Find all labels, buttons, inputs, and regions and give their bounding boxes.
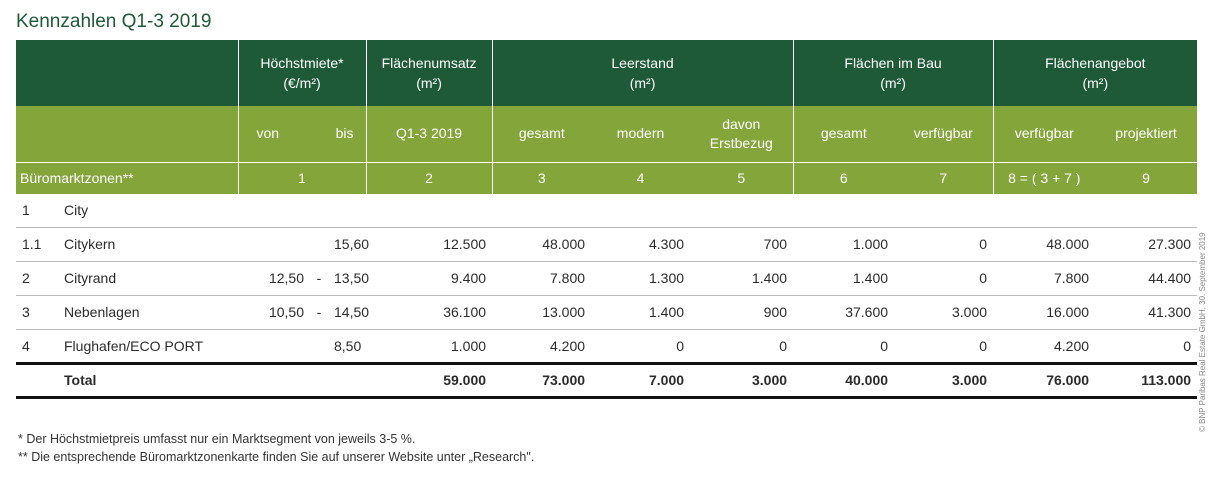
table-row [16, 194, 1197, 227]
cell-ls-erstbezug: 1.400 [690, 261, 793, 295]
total-nr [16, 363, 58, 397]
row-name: Citykern [58, 227, 238, 261]
total-row [16, 363, 1197, 397]
cell-bis: 14,50 [328, 295, 366, 329]
row-name: Flughafen/ECO PORT [58, 329, 238, 363]
table-row [16, 227, 1197, 261]
total-label: Total [58, 363, 238, 397]
header-row-numbers [16, 162, 1197, 194]
cell-bau-verfuegbar: 3.000 [894, 295, 993, 329]
col-number: 6 [793, 162, 894, 194]
row-name: City [58, 194, 238, 227]
cell-ls-gesamt [492, 194, 591, 227]
cell-bau-verfuegbar [894, 194, 993, 227]
col-number: 4 [591, 162, 690, 194]
cell-bau-gesamt: 0 [793, 329, 894, 363]
header-flaechenangebot: Flächenangebot (m²) [993, 40, 1197, 106]
cell-ang-projektiert: 0 [1095, 329, 1197, 363]
cell-bis: 15,60 [328, 227, 366, 261]
cell-ls-gesamt: 13.000 [492, 295, 591, 329]
copyright-text: © BNP Paribas Real Estate GmbH, 30. September 2019 [1198, 232, 1207, 432]
row-nr: 1 [16, 194, 58, 227]
cell-bau-gesamt: 1.000 [793, 227, 894, 261]
footnote: * Der Höchstmietpreis umfasst nur ein Marktsegment von jeweils 3-5 %. [18, 432, 416, 446]
cell-ls-modern: 0 [591, 329, 690, 363]
cell-von: 10,50 [238, 295, 310, 329]
cell-bau-gesamt: 1.400 [793, 261, 894, 295]
cell-sep: - [310, 295, 328, 329]
cell-bau-gesamt: 37.600 [793, 295, 894, 329]
sub-leerstand-modern: modern [591, 106, 690, 162]
header-flaechenumsatz: Flächenumsatz (m²) [366, 40, 492, 106]
cell-ang-projektiert: 44.400 [1095, 261, 1197, 295]
total-ls-erstbezug: 3.000 [690, 363, 793, 397]
cell-bau-verfuegbar: 0 [894, 227, 993, 261]
footnotes [18, 430, 534, 466]
sub-bau-verfuegbar: verfügbar [894, 106, 993, 162]
total-von [238, 363, 310, 397]
cell-von [238, 194, 310, 227]
cell-ang-verfuegbar: 16.000 [993, 295, 1095, 329]
row-name: Cityrand [58, 261, 238, 295]
table-row [16, 329, 1197, 363]
col-number: 7 [894, 162, 993, 194]
cell-ls-gesamt: 4.200 [492, 329, 591, 363]
cell-ang-verfuegbar [993, 194, 1095, 227]
table-row [16, 295, 1197, 329]
row-nr: 3 [16, 295, 58, 329]
sub-empty-cell [16, 106, 238, 162]
cell-ang-verfuegbar: 48.000 [993, 227, 1095, 261]
cell-ls-erstbezug [690, 194, 793, 227]
total-sep [310, 363, 328, 397]
cell-ls-erstbezug: 900 [690, 295, 793, 329]
cell-sep: - [310, 261, 328, 295]
cell-bis [328, 194, 366, 227]
row-name: Nebenlagen [58, 295, 238, 329]
cell-ang-projektiert [1095, 194, 1197, 227]
kennzahlen-table [16, 40, 1197, 399]
col-number: 1 [238, 162, 366, 194]
cell-umsatz [366, 194, 492, 227]
cell-umsatz: 1.000 [366, 329, 492, 363]
row-nr: 2 [16, 261, 58, 295]
cell-bau-verfuegbar: 0 [894, 329, 993, 363]
cell-ls-modern: 1.400 [591, 295, 690, 329]
cell-ls-modern: 4.300 [591, 227, 690, 261]
cell-ang-verfuegbar: 4.200 [993, 329, 1095, 363]
row-nr: 1.1 [16, 227, 58, 261]
copyright-notice [1198, 232, 1208, 442]
cell-sep [310, 194, 328, 227]
sub-spacer [310, 106, 328, 162]
page-title: Kennzahlen Q1-3 2019 [16, 11, 212, 32]
sub-bis: bis [328, 106, 366, 162]
header-leerstand: Leerstand (m²) [492, 40, 793, 106]
total-ls-gesamt: 73.000 [492, 363, 591, 397]
total-ang-projektiert: 113.000 [1095, 363, 1197, 397]
total-bau-gesamt: 40.000 [793, 363, 894, 397]
col-number: 5 [690, 162, 793, 194]
sub-von: von [238, 106, 310, 162]
cell-bau-gesamt [793, 194, 894, 227]
cell-umsatz: 36.100 [366, 295, 492, 329]
col-number: 8 = ( 3 + 7 ) [993, 162, 1095, 194]
cell-bau-verfuegbar: 0 [894, 261, 993, 295]
total-bis [328, 363, 366, 397]
cell-sep [310, 329, 328, 363]
header-row-sub [16, 106, 1197, 162]
row-nr: 4 [16, 329, 58, 363]
col-number: 3 [492, 162, 591, 194]
sub-angebot-projektiert: projektiert [1095, 106, 1197, 162]
cell-ls-gesamt: 7.800 [492, 261, 591, 295]
total-umsatz: 59.000 [366, 363, 492, 397]
cell-von [238, 227, 310, 261]
footnote: ** Die entsprechende Büromarktzonenkarte finden Sie auf unserer Website unter „Research". [18, 450, 535, 464]
col-number: 9 [1095, 162, 1197, 194]
cell-bis: 13,50 [328, 261, 366, 295]
header-empty-cell [16, 40, 238, 106]
col-number: 2 [366, 162, 492, 194]
cell-ls-modern [591, 194, 690, 227]
total-ls-modern: 7.000 [591, 363, 690, 397]
header-flaechen-im-bau: Flächen im Bau (m²) [793, 40, 993, 106]
cell-ls-gesamt: 48.000 [492, 227, 591, 261]
header-hoechstmiete: Höchstmiete* (€/m²) [238, 40, 366, 106]
zone-label: Büromarktzonen** [16, 162, 238, 194]
cell-sep [310, 227, 328, 261]
header-row-groups [16, 40, 1197, 106]
cell-von: 12,50 [238, 261, 310, 295]
cell-umsatz: 12.500 [366, 227, 492, 261]
cell-bis: 8,50 [328, 329, 366, 363]
cell-ang-verfuegbar: 7.800 [993, 261, 1095, 295]
cell-ang-projektiert: 41.300 [1095, 295, 1197, 329]
sub-leerstand-erstbezug: davon Erstbezug [690, 106, 793, 162]
total-bau-verfuegbar: 3.000 [894, 363, 993, 397]
sub-bau-gesamt: gesamt [793, 106, 894, 162]
cell-ang-projektiert: 27.300 [1095, 227, 1197, 261]
sub-q1-3-2019: Q1-3 2019 [366, 106, 492, 162]
cell-umsatz: 9.400 [366, 261, 492, 295]
table-row [16, 261, 1197, 295]
cell-ls-erstbezug: 0 [690, 329, 793, 363]
cell-ls-modern: 1.300 [591, 261, 690, 295]
sub-angebot-verfuegbar: verfügbar [993, 106, 1095, 162]
sub-leerstand-gesamt: gesamt [492, 106, 591, 162]
cell-von [238, 329, 310, 363]
cell-ls-erstbezug: 700 [690, 227, 793, 261]
total-ang-verfuegbar: 76.000 [993, 363, 1095, 397]
